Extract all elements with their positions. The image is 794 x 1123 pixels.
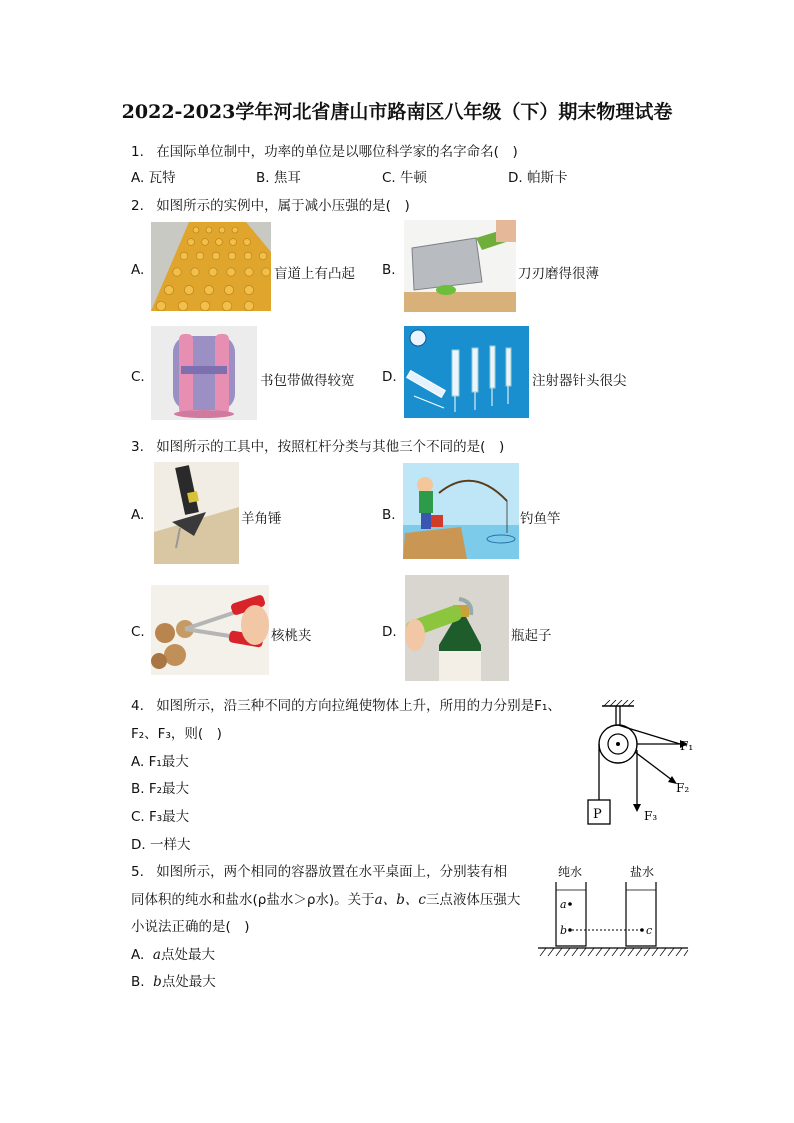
tactile-paving-image bbox=[151, 222, 271, 311]
question-5-line2: 同体积的纯水和盐水(ρ盐水＞ρ水)。关于a、b、c三点液体压强大 bbox=[131, 892, 521, 908]
bottle-opener-image bbox=[405, 575, 509, 681]
q5-option-a[interactable]: A. a点处最大 bbox=[131, 947, 215, 963]
q4-option-a[interactable]: A. F₁最大 bbox=[131, 754, 189, 770]
question-number: 1. bbox=[131, 144, 144, 160]
q3-option-b-label: 钓鱼竿 bbox=[520, 511, 561, 527]
q4-option-d[interactable]: D. 一样大 bbox=[131, 837, 191, 853]
q3-option-c-label: 核桃夹 bbox=[271, 628, 312, 644]
claw-hammer-image bbox=[154, 462, 239, 564]
backpack-image bbox=[151, 326, 257, 420]
q2-option-a-label: 盲道上有凸起 bbox=[274, 266, 355, 282]
q3-option-a-label: 羊角锤 bbox=[241, 511, 282, 527]
q2-option-b-label: 刀刃磨得很薄 bbox=[518, 266, 599, 282]
q1-option-a[interactable]: A. 瓦特 bbox=[131, 170, 176, 186]
q2-option-d-letter[interactable]: D. bbox=[382, 369, 397, 385]
page-title: 2022-2023学年河北省唐山市路南区八年级（下）期末物理试卷 bbox=[121, 101, 673, 123]
q2-option-c-label: 书包带做得较宽 bbox=[260, 373, 355, 389]
q3-option-b-letter[interactable]: B. bbox=[382, 507, 396, 523]
question-4 bbox=[131, 694, 561, 714]
q1-option-d[interactable]: D. 帕斯卡 bbox=[508, 170, 568, 186]
q2-option-b-letter[interactable]: B. bbox=[382, 262, 396, 278]
salt-water-label: 盐水 bbox=[630, 865, 655, 879]
question-4-line2: F₂、F₃，则( ) bbox=[131, 726, 222, 742]
q2-option-c-letter[interactable]: C. bbox=[131, 369, 145, 385]
question-number: 5. bbox=[131, 864, 144, 880]
containers-diagram bbox=[536, 862, 692, 960]
q1-option-c[interactable]: C. 牛顿 bbox=[382, 170, 428, 186]
points-abc: a、b、c bbox=[374, 892, 426, 908]
question-text: 如图所示的实例中，属于减小压强的是( ) bbox=[156, 198, 410, 214]
pulley-diagram bbox=[580, 700, 700, 830]
question-number: 4. bbox=[131, 698, 144, 714]
question-text: 如图所示，沿三种不同的方向拉绳使物体上升，所用的力分别是F₁、 bbox=[156, 698, 561, 714]
f2-label: F₂ bbox=[676, 781, 690, 795]
question-1 bbox=[131, 140, 518, 160]
q3-option-d-letter[interactable]: D. bbox=[382, 624, 397, 640]
f3-label: F₃ bbox=[644, 809, 658, 823]
question-5 bbox=[131, 860, 507, 880]
point-c-label: c bbox=[646, 924, 653, 937]
question-5-line3: 小说法正确的是( ) bbox=[131, 919, 250, 935]
point-b-label: b bbox=[560, 924, 568, 937]
question-text: 如图所示，两个相同的容器放置在水平桌面上，分别装有相 bbox=[156, 864, 508, 880]
question-text: 如图所示的工具中，按照杠杆分类与其他三个不同的是( ) bbox=[156, 439, 505, 455]
q3-option-a-letter[interactable]: A. bbox=[131, 507, 145, 523]
point-a-label: a bbox=[560, 898, 567, 911]
q1-option-b[interactable]: B. 焦耳 bbox=[256, 170, 301, 186]
q2-option-a-letter[interactable]: A. bbox=[131, 262, 145, 278]
syringes-image bbox=[404, 326, 529, 418]
f1-label: F₁ bbox=[680, 739, 694, 753]
q3-option-d-label: 瓶起子 bbox=[511, 628, 552, 644]
q4-option-b[interactable]: B. F₂最大 bbox=[131, 781, 190, 797]
cleaver-image bbox=[404, 220, 516, 312]
q2-option-d-label: 注射器针头很尖 bbox=[532, 373, 627, 389]
question-text: 在国际单位制中，功率的单位是以哪位科学家的名字命名( ) bbox=[156, 144, 518, 160]
fishing-rod-image bbox=[403, 463, 519, 559]
nutcracker-image bbox=[151, 585, 269, 675]
q4-option-c[interactable]: C. F₃最大 bbox=[131, 809, 190, 825]
pure-water-label: 纯水 bbox=[558, 865, 583, 879]
question-number: 2. bbox=[131, 198, 144, 214]
q3-option-c-letter[interactable]: C. bbox=[131, 624, 145, 640]
question-number: 3. bbox=[131, 439, 144, 455]
question-3 bbox=[131, 435, 504, 455]
question-2 bbox=[131, 194, 410, 214]
q5-option-b[interactable]: B. b点处最大 bbox=[131, 974, 216, 990]
block-p-label: P bbox=[593, 807, 602, 822]
